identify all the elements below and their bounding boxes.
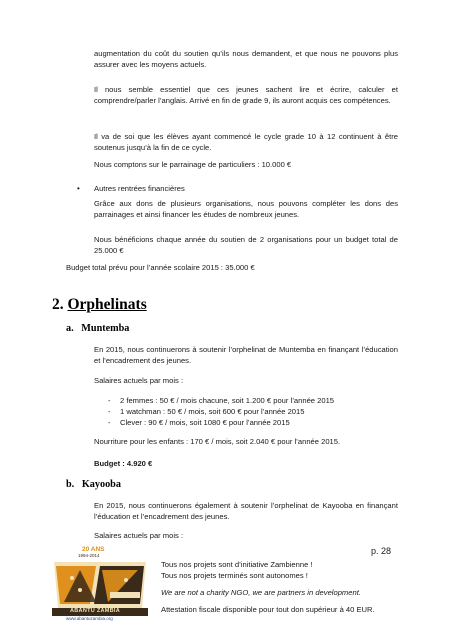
list-item: 2 femmes : 50 € / mois chacune, soit 1.200 € pour l’année 2015 xyxy=(120,396,335,405)
paragraph-total-budget: Budget total prévu pour l’année scolaire 2015 : 35.000 € xyxy=(66,263,255,272)
subheading-letter: b. xyxy=(66,479,75,490)
page-number: p. 28 xyxy=(371,546,392,556)
subheading-muntemba xyxy=(66,322,129,335)
abantu-zambia-logo xyxy=(50,546,150,622)
logo-years: 20 ANS xyxy=(82,546,105,553)
subheading-kayooba xyxy=(66,478,121,491)
logo-url: www.abantuzambia.org xyxy=(66,616,113,621)
dash-marker: - xyxy=(108,396,111,405)
section-title: Orphelinats xyxy=(67,296,147,313)
logo-name: ABANTU ZAMBIA xyxy=(70,608,121,614)
bullet-other-income: Autres rentrées financières xyxy=(94,184,185,193)
paragraph-sponsorship: Nous comptons sur le parrainage de particuliers : 10.000 € xyxy=(94,160,292,169)
paragraph-grade-cycle: Il va de soi que les élèves ayant commencé le cycle grade 10 à 12 continuent à être soutenus jusqu’à la fin de ce cycle. xyxy=(94,132,398,153)
paragraph-organisations: Nous bénéficions chaque année du soutien de 2 organisations pour un budget total de 25.000 € xyxy=(94,235,398,256)
footer-initiative: Tous nos projets sont d’initiative Zambienne ! xyxy=(161,560,313,569)
muntemba-budget: Budget : 4.920 € xyxy=(94,459,153,468)
dash-marker: - xyxy=(108,418,111,427)
list-item: 1 watchman : 50 € / mois, soit 600 € pour l’année 2015 xyxy=(120,407,305,416)
subheading-title: Kayooba xyxy=(81,479,121,490)
subheading-letter: a. xyxy=(66,323,74,334)
section-heading-orphanages xyxy=(52,296,147,314)
section-number: 2. xyxy=(52,296,64,313)
logo-dates: 1994-2014 xyxy=(78,553,100,558)
dash-marker: - xyxy=(108,407,111,416)
paragraph-muntemba-intro: En 2015, nous continuerons à soutenir l’orphelinat de Muntemba en finançant l’éducation et l’encadrement des jeunes. xyxy=(94,345,398,366)
subheading-title: Muntemba xyxy=(81,323,130,334)
bullet-icon: • xyxy=(77,184,80,193)
list-item: Clever : 90 € / mois, soit 1080 € pour l’année 2015 xyxy=(120,418,290,427)
footer-partners: We are not a charity NGO, we are partners in development. xyxy=(161,588,361,597)
paragraph-donations: Grâce aux dons de plusieurs organisations, nous pouvons compléter les dons des parrainages et ainsi financer les études de nombreux jeunes. xyxy=(94,199,398,220)
paragraph-muntemba-salaries: Salaires actuels par mois : xyxy=(94,376,184,385)
paragraph-kayooba-salaries: Salaires actuels par mois : xyxy=(94,531,184,540)
paragraph-food: Nourriture pour les enfants : 170 € / mois, soit 2.040 € pour l’année 2015. xyxy=(94,437,341,446)
paragraph-cost-increase: augmentation du coût du soutien qu’ils nous demandent, et que nous ne pouvons plus assurer avec les moyens actuels. xyxy=(94,49,398,70)
footer-tax-certificate: Attestation fiscale disponible pour tout don supérieur à 40 EUR. xyxy=(161,605,375,614)
paragraph-essential-skills: Il nous semble essentiel que ces jeunes sachent lire et écrire, calculer et comprendre/parler l’anglais. Arrivé en fin de grade 9, ils auront acquis ces compétences. xyxy=(94,85,398,106)
footer-autonomous: Tous nos projets terminés sont autonomes ! xyxy=(161,571,308,580)
paragraph-kayooba-intro: En 2015, nous continuerons également à soutenir l’orphelinat de Kayooba en finançant l’éducation et l’encadrement des jeunes. xyxy=(94,501,398,522)
